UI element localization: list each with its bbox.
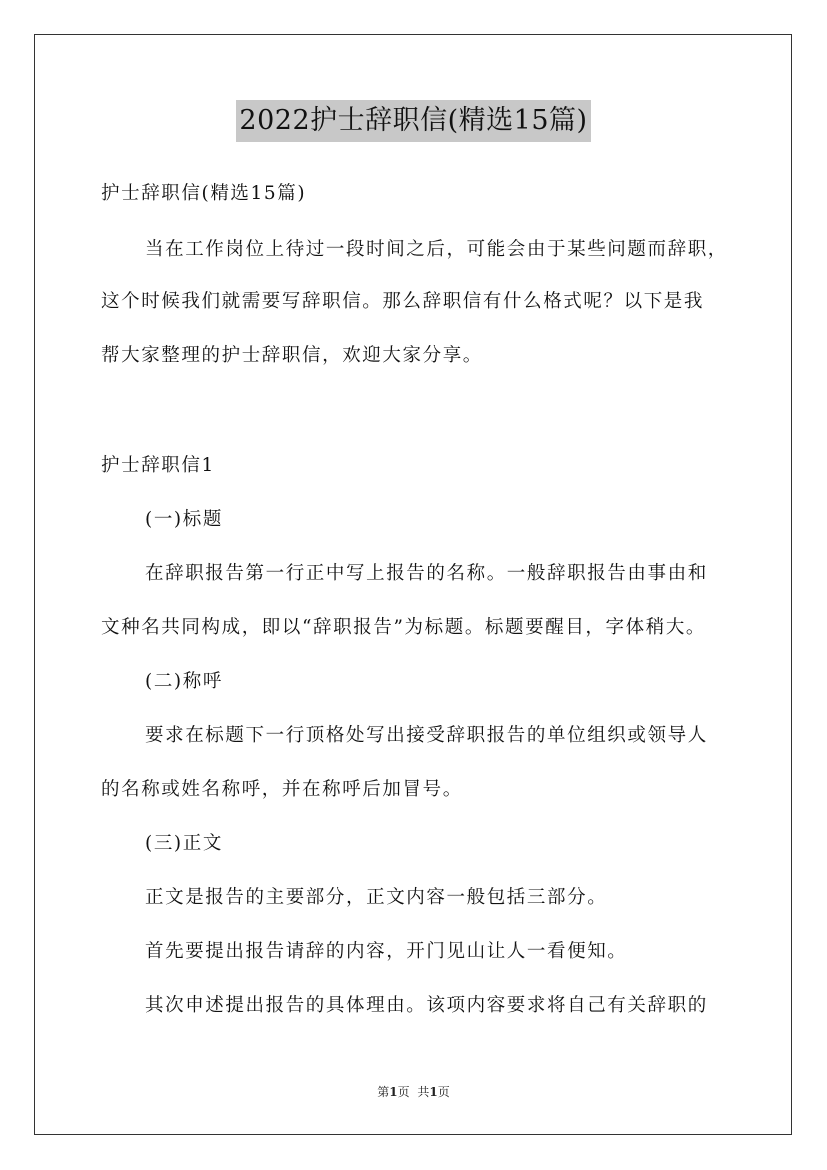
paragraph-4: 首先要提出报告请辞的内容，开门见山让人一看便知。	[145, 941, 628, 962]
title-container	[0, 100, 827, 142]
total-suffix: 页	[437, 1085, 450, 1099]
item-heading-3: (三)正文	[145, 833, 223, 854]
section-heading: 护士辞职信1	[101, 455, 215, 476]
page-suffix: 页	[397, 1085, 410, 1099]
page-footer	[0, 1083, 827, 1100]
item-heading-1: (一)标题	[145, 509, 223, 530]
page-prefix: 第	[377, 1085, 390, 1099]
subtitle: 护士辞职信(精选15篇)	[101, 183, 307, 204]
paragraph-2-line-2: 的名称或姓名称呼，并在称呼后加冒号。	[101, 779, 463, 800]
total-prefix: 共	[417, 1085, 430, 1099]
document-title: 2022护士辞职信(精选15篇)	[236, 100, 590, 142]
paragraph-5: 其次申述提出报告的具体理由。该项内容要求将自己有关辞职的	[145, 995, 708, 1016]
intro-line-2: 这个时候我们就需要写辞职信。那么辞职信有什么格式呢？以下是我	[101, 291, 705, 312]
item-heading-2: (二)称呼	[145, 671, 223, 692]
total-pages: 1	[429, 1085, 438, 1099]
paragraph-2-line-1: 要求在标题下一行顶格处写出接受辞职报告的单位组织或领导人	[145, 725, 708, 746]
paragraph-1-line-1: 在辞职报告第一行正中写上报告的名称。一般辞职报告由事由和	[145, 563, 708, 584]
paragraph-1-line-2: 文种名共同构成，即以“辞职报告”为标题。标题要醒目，字体稍大。	[101, 617, 707, 638]
intro-line-1: 当在工作岗位上待过一段时间之后，可能会由于某些问题而辞职，	[145, 239, 728, 260]
intro-line-3: 帮大家整理的护士辞职信，欢迎大家分享。	[101, 345, 483, 366]
page-number: 1	[389, 1085, 398, 1099]
paragraph-3: 正文是报告的主要部分，正文内容一般包括三部分。	[145, 887, 608, 908]
